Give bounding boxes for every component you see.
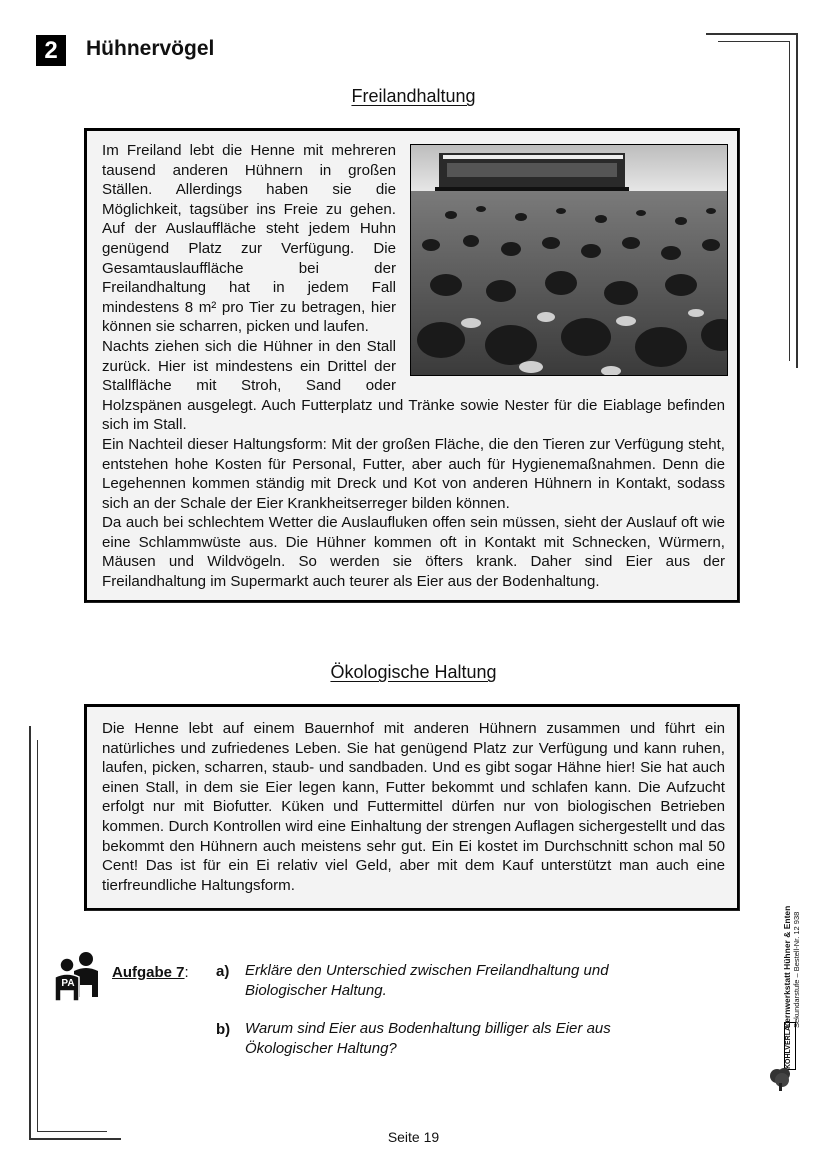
task-colon: :: [184, 964, 189, 981]
task-b-line-1: Warum sind Eier aus Bodenhaltung billiger als Eier aus: [245, 1020, 611, 1037]
publisher-side-note: [782, 870, 800, 1030]
partner-work-icon-label: PA: [61, 978, 75, 989]
publisher-logo-text: KOHLVERLAG: [785, 1020, 792, 1069]
section-title-oekologische-haltung: Ökologische Haltung: [330, 662, 497, 682]
freilandhaltung-paragraph-4: Da auch bei schlechtem Wetter die Auslaufluken offen sein müssen, sieht der Auslauf oft wie eine Schlammwüste aus. Die Hühner kommen oft in Kontakt mit Schnecken, Würmern, Mäusen und Wildvögeln. So werden sie öfters krank. Daher sind Eier aus der Freilandhaltung im Supermarkt auch teurer als Eier aus der Bodenhaltung.: [102, 514, 725, 591]
task-a-text: [245, 961, 609, 1001]
task-label: Aufgabe 7: [112, 964, 185, 981]
chapter-title: Hühnervögel: [86, 37, 215, 60]
task-a-letter: a): [216, 963, 230, 980]
partner-work-icon: [54, 951, 100, 1003]
freilandhaltung-text-box: [84, 128, 740, 603]
task-b-line-2: Ökologischer Haltung?: [245, 1040, 397, 1057]
side-note-title: Lernwerkstatt Hühner & Enten: [782, 905, 792, 1028]
oekologische-haltung-text-box: [84, 704, 740, 911]
freilandhaltung-paragraph-2: Nachts ziehen sich die Hühner in den Stall zurück. Hier ist mindestens ein Drittel der Stallfläche mit Stroh, Sand oder Holzspänen ausgelegt. Auch Futterplatz und Tränke sowie Nester für die Eiablage befinden sich im Stall.: [102, 337, 725, 434]
task-b-letter: b): [216, 1021, 231, 1038]
freilandhaltung-paragraph-3: Ein Nachteil dieser Haltungsform: Mit der großen Fläche, die den Tieren zur Verfügung steht, entstehen hohe Kosten für Personal, Futter, aber auch für Hygienemaßnahmen. Denn die Legehennen kommen ständig mit Dreck und Kot von anderen Hühnern in Kontakt, sodass sich an der Schale der Eier Krankheitserreger bilden können.: [102, 435, 725, 512]
freilandhaltung-paragraph-1: Im Freiland lebt die Henne mit mehreren tausend anderen Hühnern in großen Ställen. Allerdings haben sie die Möglichkeit, tagsüber ins Freie zu gehen. Auf der Auslauffläche steht jedem Huhn genügend Platz zur Verfügung. Die Gesamtauslauffläche bei der Freilandhaltung hat in jedem Fall mindestens 8 m² pro Tier zu betragen, hier können sie scharren, picken und laufen.: [102, 142, 396, 336]
task-a-line-1: Erkläre den Unterschied zwischen Freilandhaltung und: [245, 962, 609, 979]
publisher-logo-box: [784, 1022, 796, 1070]
publisher-logo: [768, 1020, 798, 1092]
side-note-order: Sekundarstufe – Bestell-Nr. 12 938: [792, 911, 801, 1028]
section-title-freilandhaltung: Freilandhaltung: [351, 86, 476, 106]
task-a-line-2: Biologischer Haltung.: [245, 982, 387, 999]
page-number: Seite 19: [387, 1129, 440, 1145]
publisher-tree-icon: [768, 1066, 796, 1092]
task-b-text: [245, 1019, 611, 1059]
free-range-hens-photo: [410, 144, 728, 376]
oekologische-haltung-paragraph: Die Henne lebt auf einem Bauernhof mit anderen Hühnern zusammen und führt ein natürliches und zufriedenes Leben. Sie hat genügend Platz zur Verfügung und kann ruhen, laufen, picken, scharren, staub- und sandbaden. Und es gibt sogar Hähne hier! Sie hat auch einen Stall, in dem sie Eier legen kann, Futter bekommt und schlafen kann. Die Aufzucht erfolgt nur mit Biofutter. Küken und Futtermittel dürfen nur von biologischen Betrieben kommen. Durch Kontrollen wird eine Einhaltung der strengen Auflagen sichergestellt und das bekommt den Hühnern auch meistens sehr gut. Ein Ei kostet im Durchschnitt schon mal 50 Cent! Das ist für ein Ei relativ viel Geld, aber mit dem Kauf unterstützt man auch eine tierfreundliche Haltungsform.: [102, 720, 725, 894]
chapter-number-badge: 2: [36, 35, 66, 66]
task-heading: [112, 963, 189, 982]
